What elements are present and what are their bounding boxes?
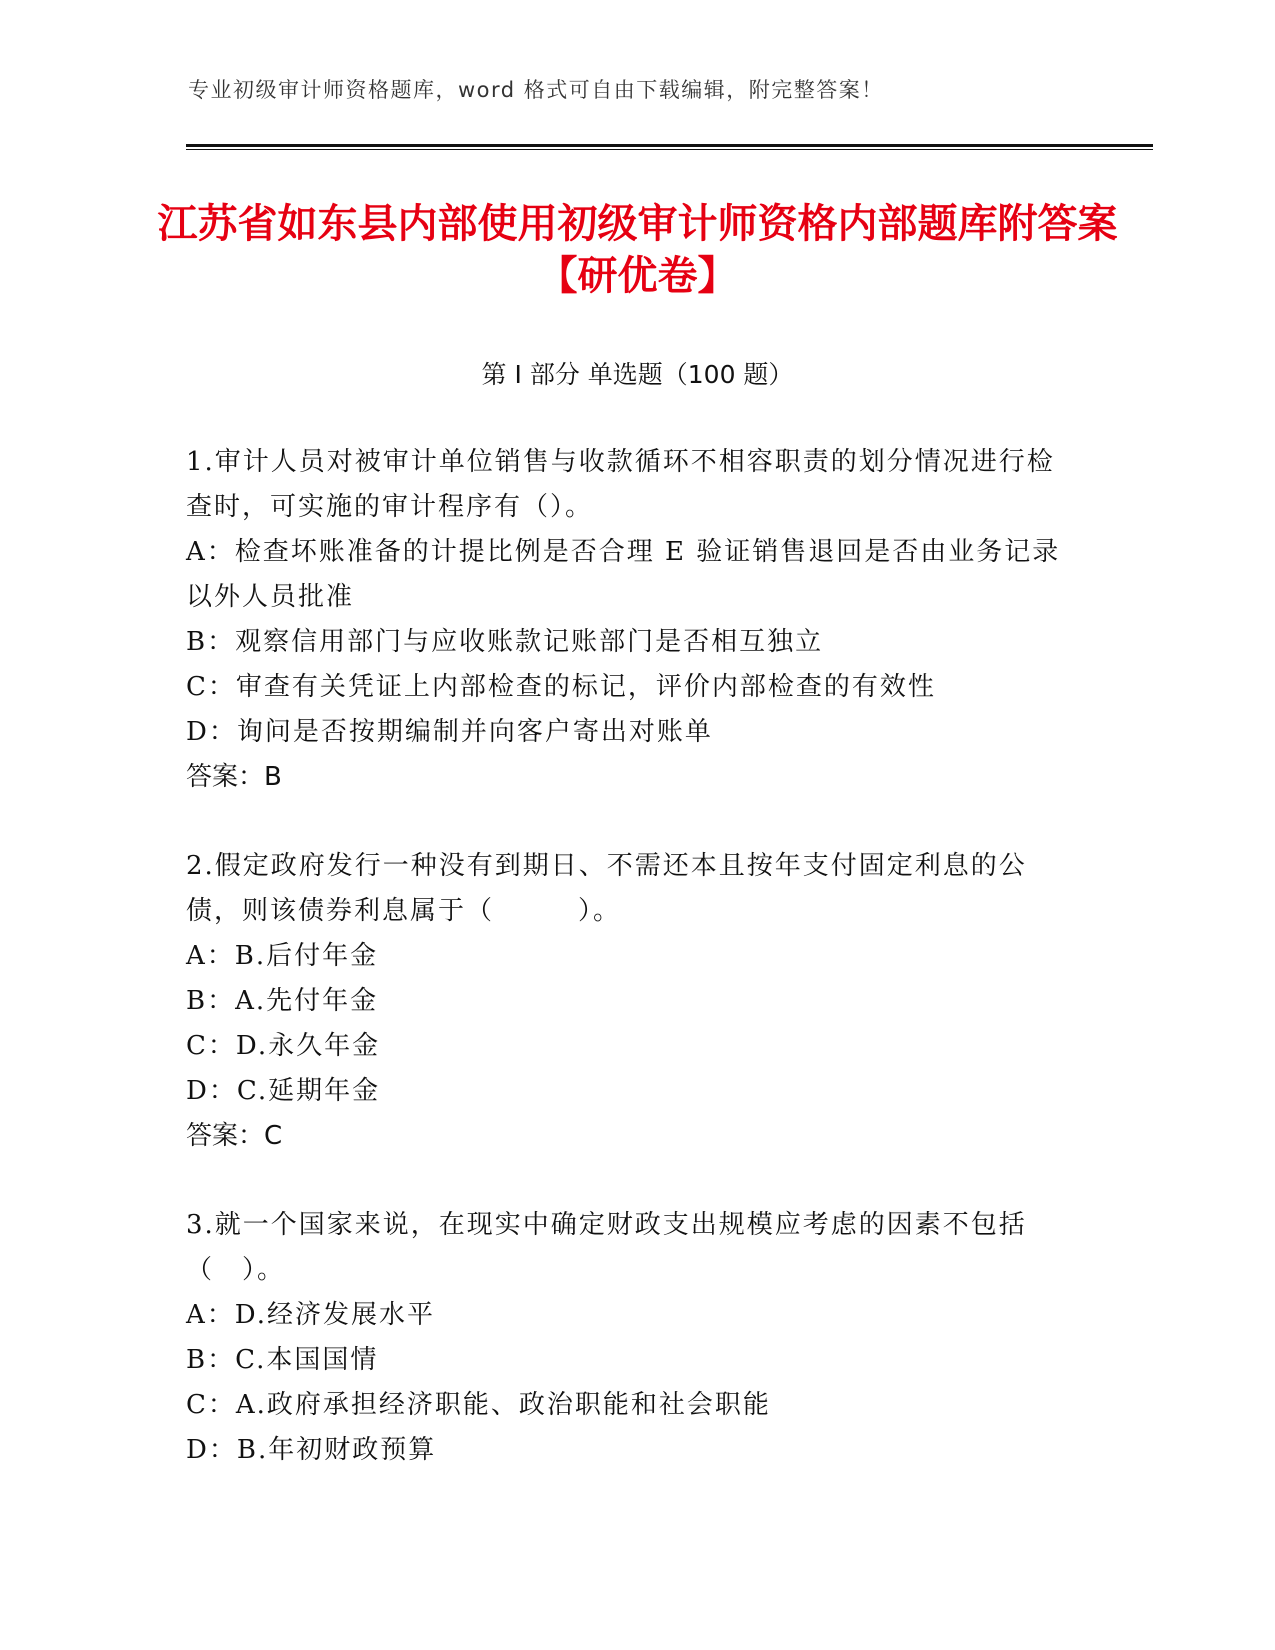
option-d: D：询问是否按期编制并向客户寄出对账单: [186, 717, 713, 747]
answer-line: 答案：C: [186, 1121, 283, 1151]
option-a: A：B.后付年金: [186, 941, 379, 971]
option-a: A：D.经济发展水平: [186, 1300, 435, 1330]
header-note: 专业初级审计师资格题库，word 格式可自由下载编辑，附完整答案！: [188, 78, 884, 102]
option-d: D：B.年初财政预算: [186, 1435, 437, 1465]
option-c: C：D.永久年金: [186, 1031, 381, 1061]
option-b: B：观察信用部门与应收账款记账部门是否相互独立: [186, 627, 824, 657]
question-1: [186, 440, 1066, 800]
document-title: 江苏省如东县内部使用初级审计师资格内部题库附答案【研优卷】: [157, 201, 1118, 299]
option-b: B：A.先付年金: [186, 986, 379, 1016]
section-heading: 第 I 部分 单选题（100 题）: [481, 360, 794, 389]
header-divider-thick: [186, 144, 1153, 147]
question-list: [186, 440, 1066, 1517]
question-2: [186, 844, 1066, 1159]
option-c: C：A.政府承担经济职能、政治职能和社会职能: [186, 1390, 771, 1420]
question-stem: 3.就一个国家来说，在现实中确定财政支出规模应考虑的因素不包括（ ）。: [186, 1210, 1027, 1285]
option-b: B：C.本国国情: [186, 1345, 379, 1375]
question-3: [186, 1203, 1066, 1473]
question-stem: 1.审计人员对被审计单位销售与收款循环不相容职责的划分情况进行检查时，可实施的审计程序有（）。: [186, 447, 1055, 522]
option-d: D：C.延期年金: [186, 1076, 381, 1106]
question-stem: 2.假定政府发行一种没有到期日、不需还本且按年支付固定利息的公债，则该债券利息属于（ ）。: [186, 851, 1027, 926]
header-divider-thin: [186, 149, 1153, 150]
option-a: A：检查坏账准备的计提比例是否合理 E 验证销售退回是否由业务记录以外人员批准: [186, 537, 1061, 612]
answer-line: 答案：B: [186, 762, 282, 792]
option-c: C：审查有关凭证上内部检查的标记，评价内部检查的有效性: [186, 672, 936, 702]
